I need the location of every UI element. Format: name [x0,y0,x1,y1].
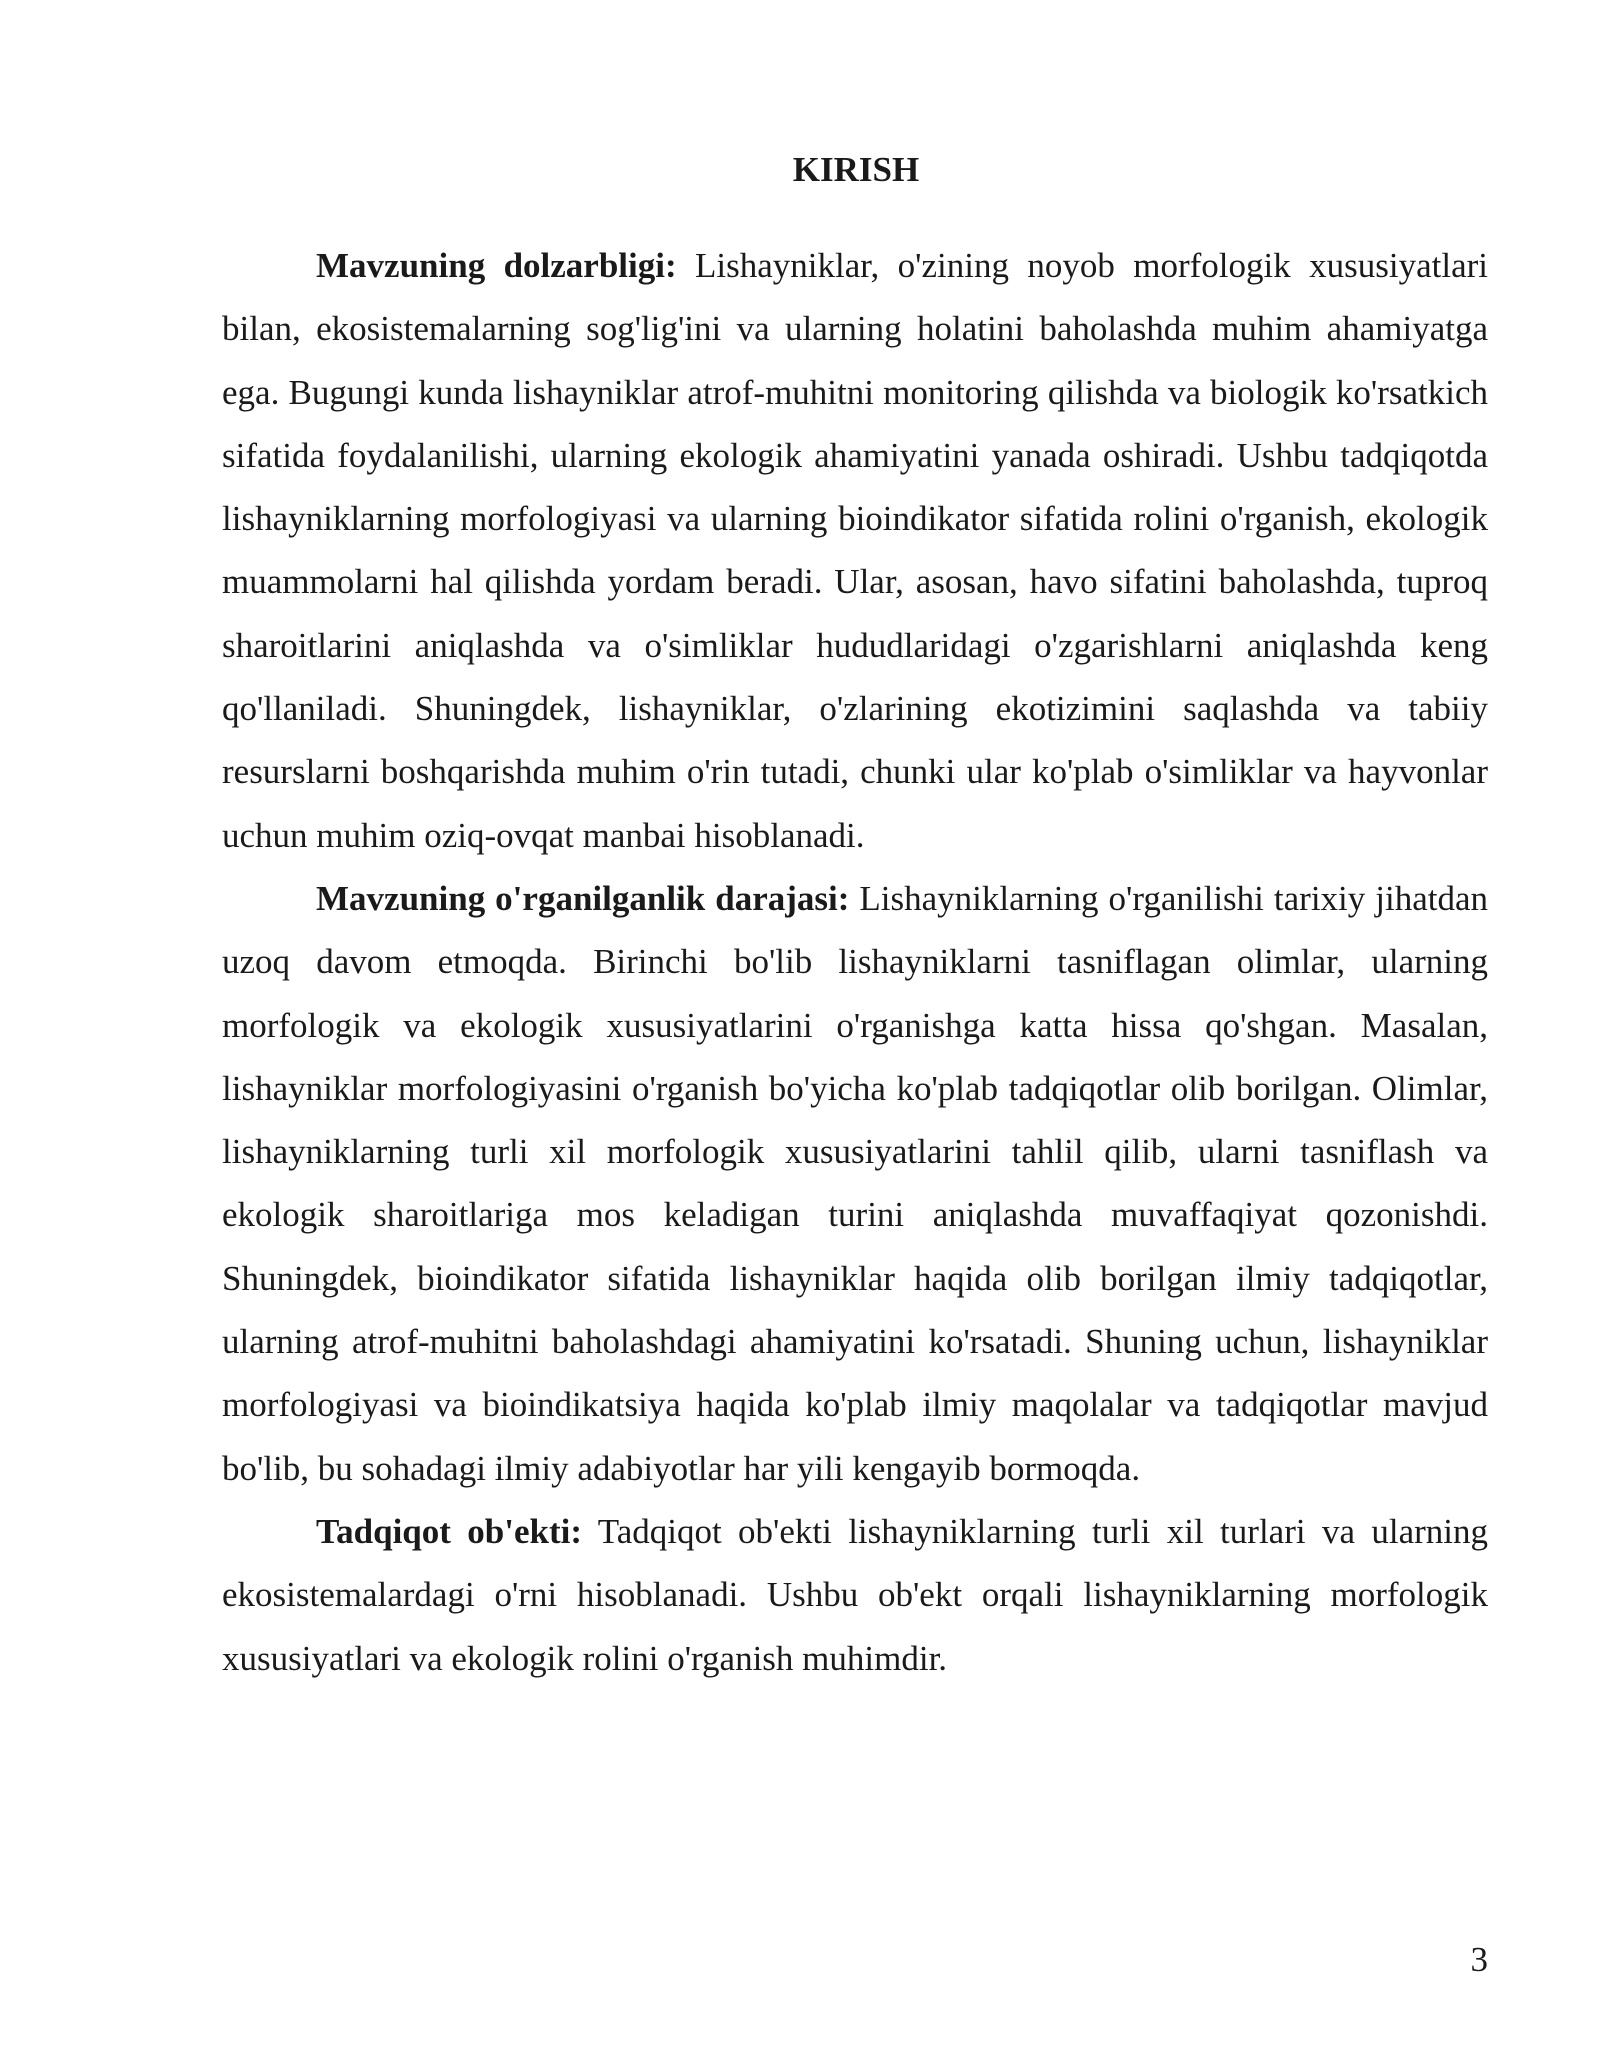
document-body [222,234,1488,1690]
paragraph-research-object [222,1500,1488,1690]
paragraph-relevance [222,234,1488,867]
paragraph-text: Lishayniklarning o'rganilishi tarixiy jihatdan uzoq davom etmoqda. Birinchi bo'lib lishayniklarni tasniflagan olimlar, ularning morfologik va ekologik xususiyatlarini o'rganishga katta hissa qo'shgan. Masalan, lishayniklar morfologiyasini o'rganish bo'yicha ko'plab tadqiqotlar olib borilgan. Olimlar, lishayniklarning turli xil morfologik xususiyatlarini tahlil qilib, ularni tasniflash va ekologik sharoitlariga mos keladigan turini aniqlashda muvaffaqiyat qozonishdi. Shuningdek, bioindikator sifatida lishayniklar haqida olib borilgan ilmiy tadqiqotlar, ularning atrof-muhitni baholashdagi ahamiyatini ko'rsatadi. Shuning uchun, lishayniklar morfologiyasi va bioindikatsiya haqida ko'plab ilmiy maqolalar va tadqiqotlar mavjud bo'lib, bu sohadagi ilmiy adabiyotlar har yili kengayib bormoqda. [222,878,1489,1488]
paragraph-study-level [222,867,1488,1500]
paragraph-lead: Mavzuning o'rganilganlik darajasi: [316,878,850,918]
paragraph-lead: Mavzuning dolzarbligi: [316,246,677,285]
paragraph-text: Tadqiqot ob'ekti lishayniklarning turli xil turlari va ularning ekosistemalardagi o'rni hisoblanadi. Ushbu ob'ekt orqali lishayniklarning morfologik xususiyatlari va ekologik rolini o'rganish muhimdir. [222,1511,1488,1678]
paragraph-lead: Tadqiqot ob'ekti: [316,1511,583,1551]
page-number: 3 [1470,1940,1488,1979]
paragraph-text: Lishayniklar, o'zining noyob morfologik xususiyatlari bilan, ekosistemalarning sog'lig'ini va ularning holatini baholashda muhim ahamiyatga ega. Bugungi kunda lishayniklar atrof-muhitni monitoring qilishda va biologik ko'rsatkich sifatida foydalanilishi, ularning ekologik ahamiyatini yanada oshiradi. Ushbu tadqiqotda lishayniklarning morfologiyasi va ularning bioindikator sifatida rolini o'rganish, ekologik muammolarni hal qilishda yordam beradi. Ular, asosan, havo sifatini baholashda, tuproq sharoitlarini aniqlashda va o'simliklar hududlaridagi o'zgarishlarni aniqlashda keng qo'llaniladi. Shuningdek, lishayniklar, o'zlarining ekotizimini saqlashda va tabiiy resurslarni boshqarishda muhim o'rin tutadi, chunki ular ko'plab o'simliklar va hayvonlar uchun muhim oziq-ovqat manbai hisoblanadi. [222,246,1488,855]
page-title: KIRISH [792,150,920,189]
